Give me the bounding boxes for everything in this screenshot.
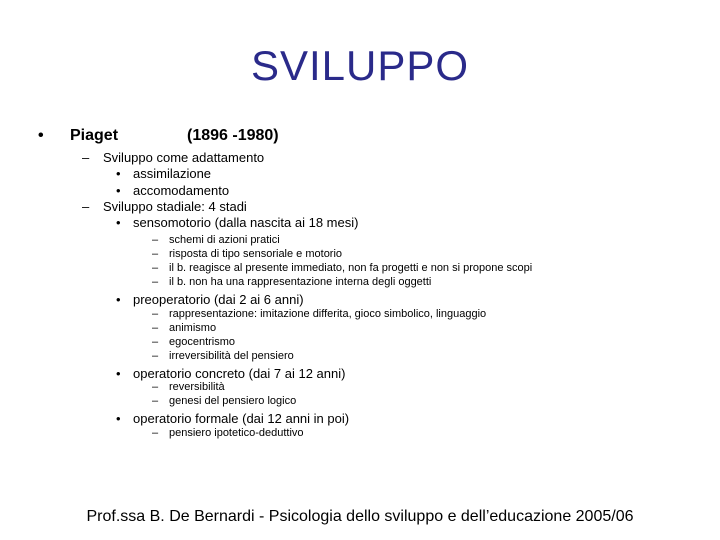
dash-icon: – — [152, 308, 159, 320]
dash-icon: – — [152, 427, 159, 439]
list-item: il b. non ha una rappresentazione interna degli oggetti — [169, 276, 432, 288]
list-item: egocentrismo — [169, 336, 236, 348]
dash-icon: – — [152, 381, 159, 393]
stage-title: operatorio formale (dai 12 anni in poi) — [133, 411, 350, 426]
list-item: genesi del pensiero logico — [169, 395, 297, 407]
list-item: irreversibilità del pensiero — [169, 350, 294, 362]
list-item: accomodamento — [133, 183, 230, 198]
bullet-icon: • — [116, 292, 121, 307]
dash-icon: – — [152, 234, 159, 246]
list-item: pensiero ipotetico-deduttivo — [169, 427, 304, 439]
footer: Prof.ssa B. De Bernardi - Psicologia dello sviluppo e dell’educazione 2005/06 — [86, 508, 634, 525]
list-item: assimilazione — [133, 166, 212, 181]
stage-title: preoperatorio (dai 2 ai 6 anni) — [133, 292, 304, 307]
piaget-name: Piaget — [70, 127, 119, 144]
piaget-years: (1896 -1980) — [187, 127, 279, 144]
list-item: animismo — [169, 322, 217, 334]
dash-icon: – — [152, 336, 159, 348]
bullet-icon: • — [116, 215, 121, 230]
dash-icon: – — [152, 262, 159, 274]
dash-icon: – — [152, 276, 159, 288]
dash-icon: – — [152, 248, 159, 260]
bullet-icon: • — [116, 366, 121, 381]
dash-icon: – — [152, 395, 159, 407]
bullet-icon: • — [116, 411, 121, 426]
list-item: schemi di azioni pratici — [169, 234, 280, 246]
bullet-icon: • — [38, 127, 44, 144]
section-title: Sviluppo come adattamento — [103, 150, 265, 165]
list-item: risposta di tipo sensoriale e motorio — [169, 248, 343, 260]
dash-icon: – — [82, 150, 90, 165]
list-item: reversibilità — [169, 381, 225, 393]
dash-icon: – — [152, 350, 159, 362]
section-title: Sviluppo stadiale: 4 stadi — [103, 199, 247, 214]
bullet-icon: • — [116, 166, 121, 181]
slide-title: SVILUPPO — [250, 42, 470, 89]
list-item: rappresentazione: imitazione differita, gioco simbolico, linguaggio — [169, 308, 487, 320]
stage-title: operatorio concreto (dai 7 ai 12 anni) — [133, 366, 346, 381]
dash-icon: – — [82, 199, 90, 214]
list-item: il b. reagisce al presente immediato, non fa progetti e non si propone scopi — [169, 262, 533, 274]
dash-icon: – — [152, 322, 159, 334]
bullet-icon: • — [116, 183, 121, 198]
stage-title: sensomotorio (dalla nascita ai 18 mesi) — [133, 215, 359, 230]
